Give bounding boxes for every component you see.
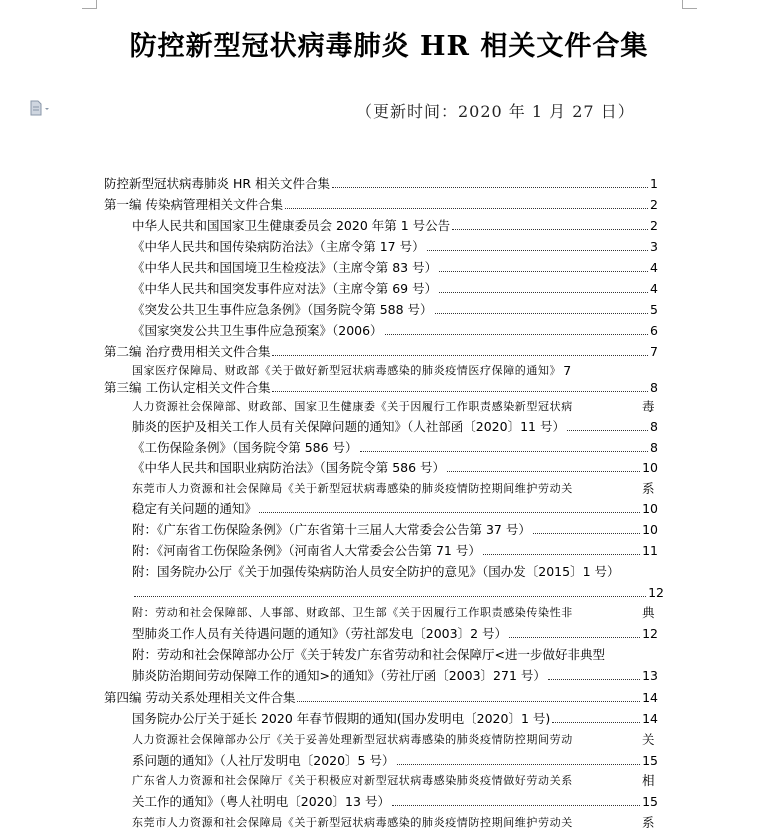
toc-entry-line[interactable]: 附：劳动和社会保障部办公厅《关于转发广东省劳动和社会保障厅<进一步做好非典型 — [132, 647, 605, 662]
toc-page-number: 15 — [642, 794, 658, 809]
toc-page-number: 2 — [650, 218, 658, 233]
toc-entry-line[interactable]: 附：国务院办公厅《关于加强传染病防治人员安全防护的意见》（国办发〔2015〕1 号） — [132, 564, 620, 579]
toc-leader — [272, 391, 648, 392]
toc-page-number: 7 — [650, 344, 658, 359]
toc-leader — [552, 722, 640, 723]
toc-entry-text: 国家医疗保障局、财政部《关于做好新型冠状病毒感染的肺炎疫情医疗保障的通知》 — [132, 364, 562, 377]
toc-entry[interactable] — [132, 753, 658, 769]
toc-entry[interactable] — [132, 460, 658, 476]
toc-entry[interactable] — [132, 218, 658, 234]
update-time: （更新时间：2020 年 1 月 27 日） — [356, 102, 635, 121]
toc-entry-text: 国务院办公厅关于延长 2020 年春节假期的通知(国办发明电〔2020〕1 号) — [132, 711, 551, 726]
toc-leader — [134, 596, 646, 597]
toc-entry[interactable] — [132, 440, 658, 456]
toc-entry-text: 稳定有关问题的通知》 — [132, 501, 258, 516]
toc-entry-text: 型肺炎工作人员有关待遇问题的通知》（劳社部发电〔2003〕2 号） — [132, 626, 507, 641]
toc-page-number: 8 — [650, 419, 658, 434]
toc-page-number: 6 — [650, 323, 658, 338]
toc-entry-text: 第一编 传染病管理相关文件合集 — [104, 197, 283, 212]
toc-entry[interactable] — [132, 501, 658, 517]
toc-entry-text: 《国家突发公共卫生事件应急预案》（2006） — [132, 323, 383, 338]
toc-entry-text: 第三编 工伤认定相关文件合集 — [104, 380, 271, 395]
toc-page-number: 4 — [650, 281, 658, 296]
toc-entry[interactable] — [132, 363, 635, 379]
toc-entry-line[interactable]: 东莞市人力资源和社会保障局《关于新型冠状病毒感染的肺炎疫情防控期间维护劳动关 — [132, 482, 573, 495]
toc-entry-line[interactable]: 东莞市人力资源和社会保障局《关于新型冠状病毒感染的肺炎疫情防控期间维护劳动关 — [132, 816, 573, 829]
toc-leader — [385, 334, 648, 335]
toc-page-number: 8 — [650, 440, 658, 455]
toc-entry-text: 《工伤保险条例》（国务院令第 586 号） — [132, 440, 358, 455]
toc-entry[interactable] — [132, 668, 658, 684]
toc-entry-text: 《中华人民共和国国境卫生检疫法》（主席令第 83 号） — [132, 260, 438, 275]
toc-entry-wrap-char: 关 — [642, 732, 655, 747]
toc-page-number: 10 — [642, 501, 658, 516]
toc-entry-text: 《中华人民共和国传染病防治法》（主席令第 17 号） — [132, 239, 425, 254]
toc-page-number: 10 — [642, 522, 658, 537]
toc-entry-text: 关工作的通知》（粤人社明电〔2020〕13 号） — [132, 794, 390, 809]
toc-page-number: 1 — [650, 176, 658, 191]
toc-entry-line[interactable]: 附：劳动和社会保障部、人事部、财政部、卫生部《关于因履行工作职责感染传染性非 — [132, 606, 573, 619]
toc-entry-wrap-char: 相 — [642, 773, 655, 788]
toc-entry-text: 《突发公共卫生事件应急条例》（国务院令第 588 号） — [132, 302, 433, 317]
toc-leader — [272, 355, 648, 356]
toc-entry-text: 附：《广东省工伤保险条例》（广东省第十三届人大常委会公告第 37 号） — [132, 522, 531, 537]
toc-entry-text: 第二编 治疗费用相关文件合集 — [104, 344, 271, 359]
toc-entry-line[interactable]: 人力资源社会保障部、财政部、国家卫生健康委《关于因履行工作职责感染新型冠状病 — [132, 400, 573, 413]
toc-entry-text: 肺炎防治期间劳动保障工作的通知>的通知》（劳社厅函〔2003〕271 号） — [132, 668, 546, 683]
toc-page-number: 11 — [642, 543, 658, 558]
toc-entry[interactable] — [104, 197, 658, 213]
toc-page-number: 14 — [642, 690, 658, 705]
toc-leader — [439, 271, 648, 272]
toc-entry[interactable] — [132, 585, 664, 601]
toc-entry[interactable] — [132, 239, 658, 255]
toc-entry-wrap-char: 系 — [642, 481, 655, 496]
toc-entry-text: 《中华人民共和国突发事件应对法》（主席令第 69 号） — [132, 281, 438, 296]
toc-page-number: 8 — [650, 380, 658, 395]
toc-entry[interactable] — [132, 281, 658, 297]
toc-leader — [447, 471, 640, 472]
toc-leader — [567, 430, 648, 431]
toc-entry[interactable] — [132, 522, 658, 538]
toc-leader — [452, 229, 648, 230]
toc-entry[interactable] — [132, 794, 658, 810]
toc-leader — [483, 554, 640, 555]
toc-page-number: 13 — [642, 668, 658, 683]
toc-entry-wrap-char: 系 — [642, 815, 655, 830]
toc-entry[interactable] — [132, 543, 658, 559]
toc-leader — [332, 187, 648, 188]
toc-entry-text: 《中华人民共和国职业病防治法》（国务院令第 586 号） — [132, 460, 446, 475]
toc-entry[interactable] — [132, 626, 658, 642]
toc-entry[interactable] — [132, 419, 658, 435]
toc-leader — [285, 208, 648, 209]
document-dropdown-icon[interactable] — [30, 100, 52, 116]
toc-leader — [427, 250, 648, 251]
toc-leader — [439, 292, 648, 293]
toc-page-number: 5 — [650, 302, 658, 317]
toc-page-number: 3 — [650, 239, 658, 254]
toc-leader — [259, 512, 640, 513]
toc-entry-text: 肺炎的医护及相关工作人员有关保障问题的通知》（人社部函〔2020〕11 号） — [132, 419, 565, 434]
toc-entry[interactable] — [132, 260, 658, 276]
toc-entry-text: 系问题的通知》（人社厅发明电〔2020〕5 号） — [132, 753, 395, 768]
toc-page-number: 15 — [642, 753, 658, 768]
toc-leader — [509, 637, 640, 638]
toc-leader — [533, 533, 640, 534]
toc-entry-line[interactable]: 广东省人力资源和社会保障厅《关于积极应对新型冠状病毒感染肺炎疫情做好劳动关系 — [132, 774, 573, 787]
toc-page-number: 7 — [563, 363, 572, 378]
toc-page-number: 12 — [648, 585, 664, 600]
toc-page-number: 4 — [650, 260, 658, 275]
toc-leader — [392, 805, 640, 806]
toc-page-number: 14 — [642, 711, 658, 726]
toc-entry[interactable] — [104, 176, 658, 192]
toc-leader — [360, 451, 648, 452]
toc-leader — [397, 764, 641, 765]
document-title: 防控新型冠状病毒肺炎 HR 相关文件合集 — [129, 31, 649, 62]
page-corner-mark-right — [682, 0, 697, 9]
toc-entry-text: 中华人民共和国国家卫生健康委员会 2020 年第 1 号公告 — [132, 218, 451, 233]
toc-page-number: 2 — [650, 197, 658, 212]
toc-entry-text: 附：《河南省工伤保险条例》（河南省人大常委会公告第 71 号） — [132, 543, 481, 558]
toc-leader — [548, 679, 640, 680]
toc-entry[interactable] — [104, 690, 658, 706]
toc-page-number: 10 — [642, 460, 658, 475]
page-corner-mark-left — [82, 0, 97, 9]
toc-leader — [297, 701, 640, 702]
toc-entry-text: 第四编 劳动关系处理相关文件合集 — [104, 690, 296, 705]
toc-entry-text: 防控新型冠状病毒肺炎 HR 相关文件合集 — [104, 176, 331, 191]
toc-entry[interactable] — [104, 344, 658, 360]
toc-page-number: 12 — [642, 626, 658, 641]
toc-entry[interactable] — [132, 323, 658, 339]
toc-entry[interactable] — [104, 380, 658, 396]
toc-entry-wrap-char: 典 — [642, 605, 655, 620]
toc-entry-line[interactable]: 人力资源社会保障部办公厅《关于妥善处理新型冠状病毒感染的肺炎疫情防控期间劳动 — [132, 733, 573, 746]
toc-leader — [435, 313, 648, 314]
toc-entry[interactable] — [132, 711, 658, 727]
toc-entry-wrap-char: 毒 — [642, 399, 655, 414]
toc-entry[interactable] — [132, 302, 658, 318]
